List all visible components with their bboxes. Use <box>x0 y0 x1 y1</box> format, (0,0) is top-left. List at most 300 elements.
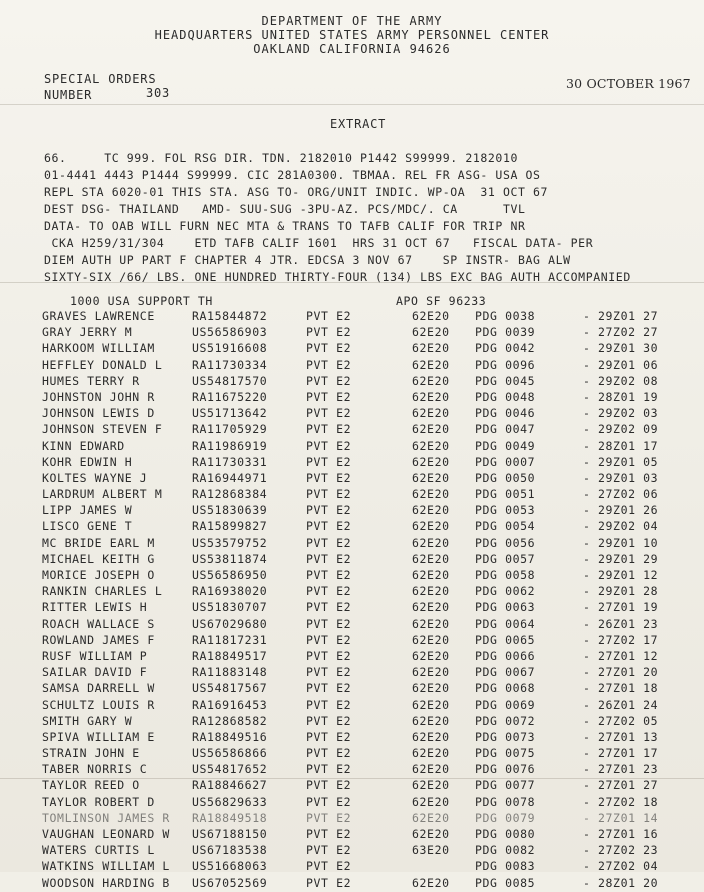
service-number: US54817652 <box>192 762 268 777</box>
assignment-date: 29Z01 05 <box>598 454 659 469</box>
service-number: US56586950 <box>192 568 268 582</box>
roster-row <box>42 390 682 406</box>
mos-code: 62E20 <box>412 729 450 744</box>
soldier-name: KOHR EDWIN H <box>42 454 133 469</box>
soldier-name: STRAIN JOHN E <box>42 746 140 761</box>
order-body-line: DATA- TO OAB WILL FURN NEC MTA & TRANS TO TAFB CALIF FOR TRIP NR <box>44 219 526 233</box>
soldier-name: TOMLINSON JAMES R <box>42 810 170 825</box>
soldier-name: HEFFLEY DONALD L <box>42 357 163 372</box>
roster-row <box>42 617 682 633</box>
pdg-code: PDG 0007 <box>475 454 536 469</box>
soldier-name: GRAY JERRY M <box>42 325 133 340</box>
grade: PVT E2 <box>306 503 352 518</box>
assignment-date: 27Z01 18 <box>598 681 659 696</box>
mos-code: 62E20 <box>412 616 450 631</box>
grade: PVT E2 <box>306 325 352 340</box>
row-dash: - <box>583 778 591 793</box>
soldier-name: LISCO GENE T <box>42 519 133 534</box>
assignment-date: 27Z02 05 <box>598 713 659 728</box>
service-number: RA12868582 <box>192 713 268 728</box>
row-dash: - <box>583 697 591 712</box>
soldier-name: KINN EDWARD <box>42 438 125 453</box>
roster-row <box>42 519 682 535</box>
service-number: US51668063 <box>192 859 268 874</box>
unit-name: 1000 USA SUPPORT TH <box>70 294 213 308</box>
pdg-code: PDG 0083 <box>475 859 536 874</box>
assignment-date: 27Z02 23 <box>598 843 659 858</box>
row-dash: - <box>583 843 591 858</box>
row-dash: - <box>583 406 591 421</box>
personnel-roster <box>42 309 682 892</box>
mos-code: 62E20 <box>412 746 450 761</box>
pdg-code: PDG 0053 <box>475 503 536 518</box>
assignment-date: 29Z01 27 <box>598 309 659 323</box>
soldier-name: LARDRUM ALBERT M <box>42 487 163 502</box>
order-body <box>44 150 694 286</box>
assignment-date: 27Z02 27 <box>598 325 659 340</box>
roster-row <box>42 374 682 390</box>
service-number: RA11730331 <box>192 454 268 469</box>
roster-row <box>42 698 682 714</box>
soldier-name: SAILAR DAVID F <box>42 665 148 680</box>
pdg-code: PDG 0072 <box>475 713 536 728</box>
pdg-code: PDG 0077 <box>475 778 536 793</box>
soldier-name: HARKOOM WILLIAM <box>42 341 155 356</box>
pdg-code: PDG 0047 <box>475 422 536 437</box>
service-number: RA12868384 <box>192 487 268 502</box>
service-number: RA11817231 <box>192 632 268 647</box>
roster-row <box>42 471 682 487</box>
pdg-code: PDG 0064 <box>475 616 536 631</box>
grade: PVT E2 <box>306 422 352 437</box>
pdg-code: PDG 0079 <box>475 810 536 825</box>
soldier-name: MICHAEL KEITH G <box>42 551 155 566</box>
grade: PVT E2 <box>306 454 352 469</box>
soldier-name: RUSF WILLIAM P <box>42 648 148 663</box>
roster-row <box>42 422 682 438</box>
assignment-date: 29Z01 29 <box>598 551 659 566</box>
pdg-code: PDG 0078 <box>475 794 536 809</box>
row-dash: - <box>583 503 591 518</box>
soldier-name: VAUGHAN LEONARD W <box>42 827 170 841</box>
mos-code: 62E20 <box>412 406 450 421</box>
grade: PVT E2 <box>306 843 352 858</box>
grade: PVT E2 <box>306 827 352 841</box>
service-number: RA15899827 <box>192 519 268 534</box>
row-dash: - <box>583 713 591 728</box>
roster-row <box>42 795 682 811</box>
order-body-line: REPL STA 6020-01 THIS STA. ASG TO- ORG/UNIT INDIC. WP-OA 31 OCT 67 <box>44 185 549 199</box>
unit-line <box>42 294 682 310</box>
grade: PVT E2 <box>306 341 352 356</box>
service-number: RA11675220 <box>192 389 268 404</box>
roster-row <box>42 730 682 746</box>
service-number: RA18849517 <box>192 648 268 663</box>
grade: PVT E2 <box>306 778 352 793</box>
service-number: US67188150 <box>192 827 268 841</box>
assignment-date: 27Z01 23 <box>598 762 659 777</box>
row-dash: - <box>583 519 591 534</box>
mos-code: 62E20 <box>412 697 450 712</box>
assignment-date: 27Z02 17 <box>598 632 659 647</box>
roster-row <box>42 406 682 422</box>
mos-code: 62E20 <box>412 357 450 372</box>
row-dash: - <box>583 470 591 485</box>
grade: PVT E2 <box>306 357 352 372</box>
row-dash: - <box>583 875 591 890</box>
row-dash: - <box>583 584 591 599</box>
assignment-date: 27Z01 12 <box>598 648 659 663</box>
assignment-date: 28Z01 20 <box>598 875 659 890</box>
grade: PVT E2 <box>306 600 352 615</box>
assignment-date: 29Z01 26 <box>598 503 659 518</box>
service-number: US51830639 <box>192 503 268 518</box>
row-dash: - <box>583 357 591 372</box>
service-number: US67029680 <box>192 616 268 631</box>
grade: PVT E2 <box>306 535 352 550</box>
pdg-code: PDG 0076 <box>475 762 536 777</box>
assignment-date: 27Z02 04 <box>598 859 659 874</box>
mos-code: 62E20 <box>412 551 450 566</box>
row-dash: - <box>583 438 591 453</box>
row-dash: - <box>583 487 591 502</box>
orders-date: 30 OCTOBER 1967 <box>566 76 691 91</box>
order-body-line: DIEM AUTH UP PART F CHAPTER 4 JTR. EDCSA 3 NOV 67 SP INSTR- BAG ALW <box>44 253 571 267</box>
service-number: RA18849516 <box>192 729 268 744</box>
roster-row <box>42 568 682 584</box>
pdg-code: PDG 0057 <box>475 551 536 566</box>
row-dash: - <box>583 827 591 841</box>
grade: PVT E2 <box>306 859 352 874</box>
soldier-name: WATKINS WILLIAM L <box>42 859 170 874</box>
soldier-name: MC BRIDE EARL M <box>42 535 155 550</box>
row-dash: - <box>583 794 591 809</box>
soldier-name: RANKIN CHARLES L <box>42 584 163 599</box>
grade: PVT E2 <box>306 810 352 825</box>
service-number: US53579752 <box>192 535 268 550</box>
grade: PVT E2 <box>306 665 352 680</box>
mos-code: 62E20 <box>412 454 450 469</box>
pdg-code: PDG 0054 <box>475 519 536 534</box>
row-dash: - <box>583 665 591 680</box>
grade: PVT E2 <box>306 729 352 744</box>
grade: PVT E2 <box>306 568 352 582</box>
pdg-code: PDG 0045 <box>475 373 536 388</box>
pdg-code: PDG 0068 <box>475 681 536 696</box>
service-number: US53811874 <box>192 551 268 566</box>
mos-code: 62E20 <box>412 665 450 680</box>
roster-row <box>42 584 682 600</box>
grade: PVT E2 <box>306 746 352 761</box>
orders-label: SPECIAL ORDERS <box>44 72 157 86</box>
roster-row <box>42 325 682 341</box>
roster-row <box>42 487 682 503</box>
service-number: RA11883148 <box>192 665 268 680</box>
mos-code: 62E20 <box>412 487 450 502</box>
grade: PVT E2 <box>306 713 352 728</box>
assignment-date: 29Z01 03 <box>598 470 659 485</box>
service-number: US56829633 <box>192 794 268 809</box>
assignment-date: 27Z01 14 <box>598 810 659 825</box>
mos-code: 62E20 <box>412 600 450 615</box>
roster-row <box>42 439 682 455</box>
row-dash: - <box>583 648 591 663</box>
soldier-name: SMITH GARY W <box>42 713 133 728</box>
row-dash: - <box>583 632 591 647</box>
soldier-name: ROWLAND JAMES F <box>42 632 155 647</box>
mos-code: 63E20 <box>412 843 450 858</box>
pdg-code: PDG 0039 <box>475 325 536 340</box>
soldier-name: TAYLOR ROBERT D <box>42 794 155 809</box>
row-dash: - <box>583 309 591 323</box>
assignment-date: 27Z01 20 <box>598 665 659 680</box>
row-dash: - <box>583 762 591 777</box>
roster-row <box>42 843 682 859</box>
assignment-date: 29Z01 06 <box>598 357 659 372</box>
grade: PVT E2 <box>306 584 352 599</box>
assignment-date: 29Z02 08 <box>598 373 659 388</box>
pdg-code: PDG 0080 <box>475 827 536 841</box>
roster-row <box>42 876 682 892</box>
assignment-date: 29Z01 28 <box>598 584 659 599</box>
assignment-date: 29Z02 09 <box>598 422 659 437</box>
mos-code: 62E20 <box>412 389 450 404</box>
roster-row <box>42 503 682 519</box>
pdg-code: PDG 0050 <box>475 470 536 485</box>
pdg-code: PDG 0049 <box>475 438 536 453</box>
grade: PVT E2 <box>306 519 352 534</box>
mos-code: 62E20 <box>412 341 450 356</box>
service-number: US67183538 <box>192 843 268 858</box>
grade: PVT E2 <box>306 389 352 404</box>
row-dash: - <box>583 535 591 550</box>
assignment-date: 27Z01 16 <box>598 827 659 841</box>
assignment-date: 27Z02 06 <box>598 487 659 502</box>
row-dash: - <box>583 389 591 404</box>
service-number: US56586903 <box>192 325 268 340</box>
order-body-line: SIXTY-SIX /66/ LBS. ONE HUNDRED THIRTY-FOUR (134) LBS EXC BAG AUTH ACCOMPANIED <box>44 270 631 284</box>
soldier-name: RITTER LEWIS H <box>42 600 148 615</box>
extract-heading: EXTRACT <box>330 117 387 131</box>
row-dash: - <box>583 616 591 631</box>
pdg-code: PDG 0085 <box>475 875 536 890</box>
soldier-name: SPIVA WILLIAM E <box>42 729 155 744</box>
roster-row <box>42 681 682 697</box>
roster-row <box>42 746 682 762</box>
grade: PVT E2 <box>306 373 352 388</box>
roster-row <box>42 859 682 875</box>
service-number: RA16944971 <box>192 470 268 485</box>
pdg-code: PDG 0046 <box>475 406 536 421</box>
assignment-date: 27Z01 19 <box>598 600 659 615</box>
service-number: RA16916453 <box>192 697 268 712</box>
roster-row <box>42 309 682 325</box>
mos-code: 62E20 <box>412 438 450 453</box>
order-body-line: CKA H259/31/304 ETD TAFB CALIF 1601 HRS 31 OCT 67 FISCAL DATA- PER <box>44 236 594 250</box>
assignment-date: 27Z01 13 <box>598 729 659 744</box>
assignment-date: 29Z02 04 <box>598 519 659 534</box>
unit-apo: APO SF 96233 <box>396 294 487 308</box>
orders-number: 303 <box>146 86 171 100</box>
pdg-code: PDG 0073 <box>475 729 536 744</box>
roster-row <box>42 811 682 827</box>
mos-code: 62E20 <box>412 778 450 793</box>
row-dash: - <box>583 373 591 388</box>
service-number: US67052569 <box>192 875 268 890</box>
header-location: OAKLAND CALIFORNIA 94626 <box>253 42 451 56</box>
row-dash: - <box>583 810 591 825</box>
service-number: US54817570 <box>192 373 268 388</box>
assignment-date: 29Z01 30 <box>598 341 659 356</box>
pdg-code: PDG 0066 <box>475 648 536 663</box>
pdg-code: PDG 0058 <box>475 568 536 582</box>
service-number: US51830707 <box>192 600 268 615</box>
row-dash: - <box>583 422 591 437</box>
orders-number-label: NUMBER <box>44 88 93 102</box>
roster-row <box>42 827 682 843</box>
mos-code: 62E20 <box>412 762 450 777</box>
row-dash: - <box>583 341 591 356</box>
assignment-date: 26Z01 23 <box>598 616 659 631</box>
mos-code: 62E20 <box>412 535 450 550</box>
pdg-code: PDG 0042 <box>475 341 536 356</box>
soldier-name: SCHULTZ LOUIS R <box>42 697 155 712</box>
mos-code: 62E20 <box>412 470 450 485</box>
grade: PVT E2 <box>306 697 352 712</box>
soldier-name: TABER NORRIS C <box>42 762 148 777</box>
service-number: US54817567 <box>192 681 268 696</box>
roster-row <box>42 600 682 616</box>
soldier-name: JOHNSTON JOHN R <box>42 389 155 404</box>
mos-code: 62E20 <box>412 568 450 582</box>
order-body-line: 01-4441 4443 P1444 S99999. CIC 281A0300. TBMAA. REL FR ASG- USA OS <box>44 168 541 182</box>
mos-code: 62E20 <box>412 875 450 890</box>
roster-row <box>42 649 682 665</box>
mos-code: 62E20 <box>412 503 450 518</box>
soldier-name: ROACH WALLACE S <box>42 616 155 631</box>
assignment-date: 28Z01 17 <box>598 438 659 453</box>
grade: PVT E2 <box>306 487 352 502</box>
mos-code: 62E20 <box>412 422 450 437</box>
pdg-code: PDG 0067 <box>475 665 536 680</box>
service-number: US56586866 <box>192 746 268 761</box>
service-number: RA16938020 <box>192 584 268 599</box>
header-headquarters: HEADQUARTERS UNITED STATES ARMY PERSONNEL CENTER <box>154 28 550 42</box>
roster-row <box>42 714 682 730</box>
assignment-date: 29Z02 03 <box>598 406 659 421</box>
service-number: RA11986919 <box>192 438 268 453</box>
pdg-code: PDG 0062 <box>475 584 536 599</box>
row-dash: - <box>583 551 591 566</box>
grade: PVT E2 <box>306 632 352 647</box>
mos-code: 62E20 <box>412 632 450 647</box>
assignment-date: 28Z01 19 <box>598 389 659 404</box>
mos-code: 62E20 <box>412 810 450 825</box>
grade: PVT E2 <box>306 794 352 809</box>
roster-row <box>42 633 682 649</box>
mos-code: 62E20 <box>412 309 450 323</box>
grade: PVT E2 <box>306 470 352 485</box>
soldier-name: JOHNSON LEWIS D <box>42 406 155 421</box>
grade: PVT E2 <box>306 551 352 566</box>
pdg-code: PDG 0038 <box>475 309 536 323</box>
soldier-name: JOHNSON STEVEN F <box>42 422 163 437</box>
soldier-name: SAMSA DARRELL W <box>42 681 155 696</box>
soldier-name: TAYLOR REED O <box>42 778 140 793</box>
mos-code: 62E20 <box>412 584 450 599</box>
header-department: DEPARTMENT OF THE ARMY <box>261 14 443 28</box>
assignment-date: 26Z01 24 <box>598 697 659 712</box>
service-number: US51916608 <box>192 341 268 356</box>
assignment-date: 29Z01 12 <box>598 568 659 582</box>
pdg-code: PDG 0065 <box>475 632 536 647</box>
roster-row <box>42 341 682 357</box>
mos-code: 62E20 <box>412 325 450 340</box>
grade: PVT E2 <box>306 616 352 631</box>
roster-row <box>42 552 682 568</box>
order-body-line: 66. TC 999. FOL RSG DIR. TDN. 2182010 P1442 S99999. 2182010 <box>44 151 518 165</box>
row-dash: - <box>583 454 591 469</box>
roster-row <box>42 455 682 471</box>
soldier-name: WATERS CURTIS L <box>42 843 155 858</box>
pdg-code: PDG 0048 <box>475 389 536 404</box>
mos-code: 62E20 <box>412 827 450 841</box>
pdg-code: PDG 0063 <box>475 600 536 615</box>
service-number: RA11730334 <box>192 357 268 372</box>
soldier-name: KOLTES WAYNE J <box>42 470 148 485</box>
service-number: RA15844872 <box>192 309 268 323</box>
mos-code: 62E20 <box>412 681 450 696</box>
mos-code: 62E20 <box>412 713 450 728</box>
mos-code: 62E20 <box>412 519 450 534</box>
assignment-date: 27Z01 27 <box>598 778 659 793</box>
roster-row <box>42 536 682 552</box>
row-dash: - <box>583 859 591 874</box>
order-body-line: DEST DSG- THAILAND AMD- SUU-SUG -3PU-AZ. PCS/MDC/. CA TVL <box>44 202 526 216</box>
mos-code: 62E20 <box>412 373 450 388</box>
pdg-code: PDG 0075 <box>475 746 536 761</box>
soldier-name: GRAVES LAWRENCE <box>42 309 155 323</box>
row-dash: - <box>583 746 591 761</box>
roster-row <box>42 358 682 374</box>
assignment-date: 27Z02 18 <box>598 794 659 809</box>
row-dash: - <box>583 729 591 744</box>
pdg-code: PDG 0096 <box>475 357 536 372</box>
grade: PVT E2 <box>306 648 352 663</box>
row-dash: - <box>583 681 591 696</box>
soldier-name: WOODSON HARDING B <box>42 875 170 890</box>
pdg-code: PDG 0051 <box>475 487 536 502</box>
roster-row <box>42 762 682 778</box>
pdg-code: PDG 0069 <box>475 697 536 712</box>
grade: PVT E2 <box>306 875 352 890</box>
paper-fold <box>0 104 704 105</box>
row-dash: - <box>583 600 591 615</box>
grade: PVT E2 <box>306 762 352 777</box>
grade: PVT E2 <box>306 309 352 323</box>
pdg-code: PDG 0056 <box>475 535 536 550</box>
service-number: RA11705929 <box>192 422 268 437</box>
row-dash: - <box>583 568 591 582</box>
service-number: RA18846627 <box>192 778 268 793</box>
grade: PVT E2 <box>306 438 352 453</box>
row-dash: - <box>583 325 591 340</box>
soldier-name: MORICE JOSEPH O <box>42 568 155 582</box>
grade: PVT E2 <box>306 406 352 421</box>
assignment-date: 29Z01 10 <box>598 535 659 550</box>
grade: PVT E2 <box>306 681 352 696</box>
mos-code: 62E20 <box>412 794 450 809</box>
